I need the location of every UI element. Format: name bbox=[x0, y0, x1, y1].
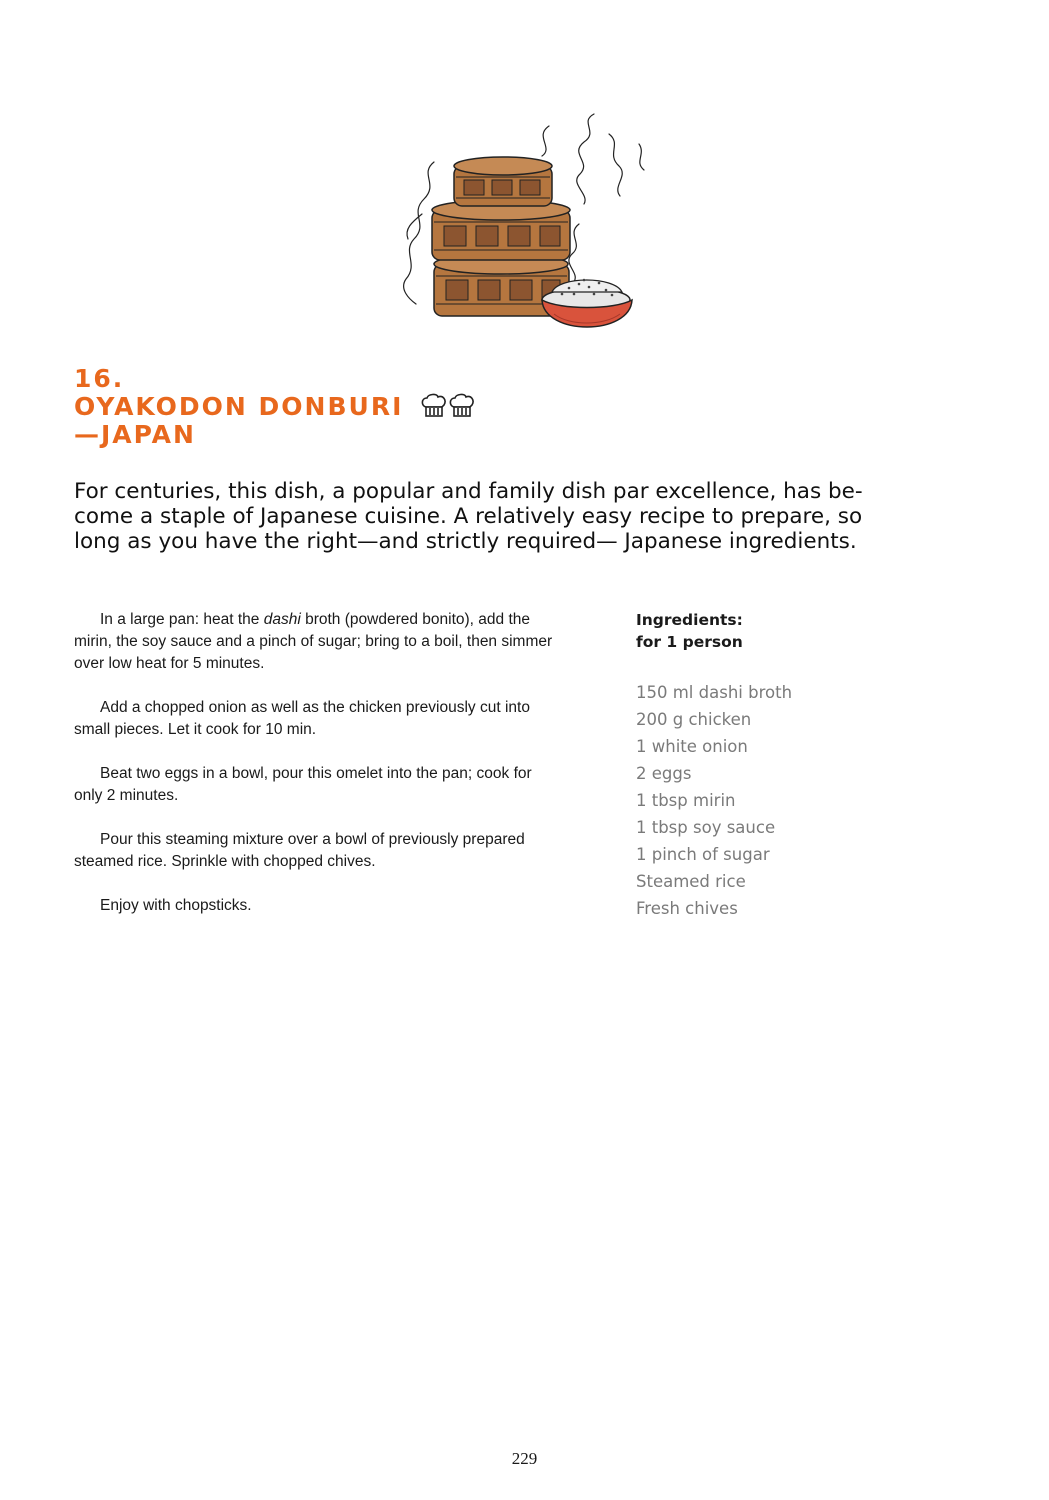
steamer-basket-icon bbox=[432, 200, 570, 260]
step-emphasis: dashi bbox=[263, 611, 301, 628]
ingredients-heading bbox=[636, 609, 956, 653]
recipe-name: OYAKODON DONBURI bbox=[74, 392, 404, 421]
bamboo-steamer-illustration bbox=[394, 104, 656, 350]
step-line: Enjoy with chopsticks. bbox=[100, 897, 252, 914]
step-text: In a large pan: heat the bbox=[100, 611, 264, 628]
recipe-name-line bbox=[74, 393, 476, 421]
step-line: small pieces. Let it cook for 10 min. bbox=[74, 721, 317, 738]
ingredient-item: 200 g chicken bbox=[636, 710, 752, 729]
step-line bbox=[74, 609, 614, 631]
step-5 bbox=[74, 895, 614, 917]
step-line: mirin, the soy sauce and a pinch of sugar; bring to a boil, then simmer bbox=[74, 633, 553, 650]
step-2 bbox=[74, 697, 614, 741]
ingredients-title: Ingredients: bbox=[636, 611, 743, 629]
step-line: Pour this steaming mixture over a bowl of previously prepared bbox=[100, 831, 525, 848]
step-line: Add a chopped onion as well as the chicken previously cut into bbox=[100, 699, 530, 716]
page-number: 229 bbox=[511, 1449, 538, 1468]
step-line: Beat two eggs in a bowl, pour this omelet into the pan; cook for bbox=[100, 765, 532, 782]
step-1 bbox=[74, 609, 614, 675]
ingredient-item: 150 ml dashi broth bbox=[636, 683, 793, 702]
ingredient-item: 1 pinch of sugar bbox=[636, 845, 770, 864]
ingredients-panel bbox=[636, 609, 956, 922]
ingredients-servings: for 1 person bbox=[636, 633, 743, 651]
recipe-title bbox=[74, 365, 476, 449]
ingredient-item: 1 tbsp soy sauce bbox=[636, 818, 776, 837]
intro-line: come a staple of Japanese cuisine. A relatively easy recipe to prepare, so bbox=[74, 504, 863, 529]
difficulty-chef-hats bbox=[420, 393, 476, 419]
recipe-steps bbox=[74, 609, 614, 939]
intro-line: long as you have the right—and strictly required— Japanese ingredients. bbox=[74, 529, 857, 554]
step-line: only 2 minutes. bbox=[74, 787, 179, 804]
step-line: over low heat for 5 minutes. bbox=[74, 655, 265, 672]
step-text: broth (powdered bonito), add the bbox=[300, 611, 531, 628]
ingredient-item: 1 tbsp mirin bbox=[636, 791, 736, 810]
chef-hat-icon bbox=[422, 394, 445, 416]
steamer-basket-icon bbox=[454, 157, 552, 206]
recipe-number: 16. bbox=[74, 364, 125, 393]
ingredient-item: Fresh chives bbox=[636, 899, 738, 918]
ingredient-item: 1 white onion bbox=[636, 737, 748, 756]
ingredients-list bbox=[636, 679, 956, 922]
step-3 bbox=[74, 763, 614, 807]
recipe-country: —JAPAN bbox=[74, 420, 196, 449]
intro-paragraph bbox=[74, 479, 974, 554]
ingredient-item: Steamed rice bbox=[636, 872, 746, 891]
step-line: steamed rice. Sprinkle with chopped chives. bbox=[74, 853, 376, 870]
intro-line: For centuries, this dish, a popular and family dish par excellence, has be- bbox=[74, 479, 863, 504]
ingredient-item: 2 eggs bbox=[636, 764, 692, 783]
step-4 bbox=[74, 829, 614, 873]
chef-hat-icon bbox=[450, 394, 473, 416]
